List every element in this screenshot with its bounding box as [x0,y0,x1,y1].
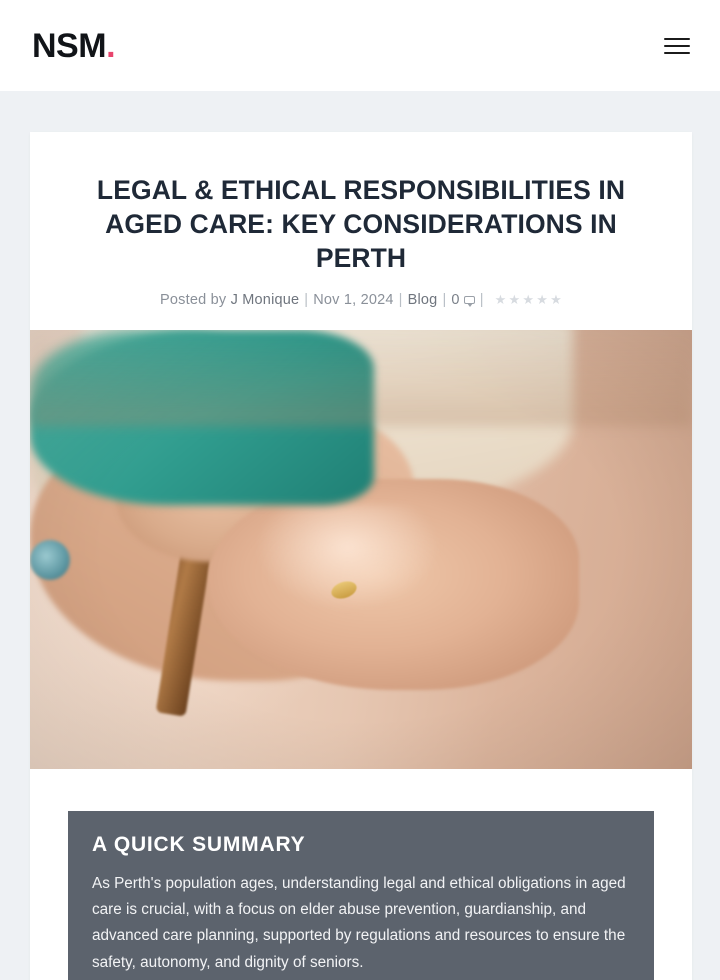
logo-accent-dot: . [106,26,116,65]
comment-bubble-icon [464,296,475,304]
star-icon: ★ [522,292,535,308]
page-title: LEGAL & ETHICAL RESPONSIBILITIES IN AGED CARE: KEY CONSIDERATIONS IN PERTH [96,175,626,273]
site-logo[interactable] [32,26,116,65]
hamburger-bar [664,52,690,54]
hamburger-menu-icon[interactable] [664,36,690,56]
meta-separator: | [479,291,484,308]
logo-text: NSM [32,26,107,65]
post-date: Nov 1, 2024 [313,291,394,308]
post-category-link[interactable]: Blog [407,291,438,308]
meta-separator: | [442,291,447,308]
rating-stars [495,293,562,306]
star-icon: ★ [550,292,562,308]
posted-by-label: Posted by [160,291,227,308]
hamburger-bar [664,45,690,47]
quick-summary-box [68,811,654,980]
image-vignette-layer [30,330,692,769]
post-author-link[interactable]: J Monique [230,291,300,308]
star-icon: ★ [536,292,549,308]
featured-image [30,330,692,769]
quick-summary-heading: A QUICK SUMMARY [92,832,306,856]
article-body [30,769,692,980]
site-header [0,0,720,91]
meta-separator: | [304,291,309,308]
comment-count-value: 0 [451,291,460,308]
star-icon: ★ [494,292,507,308]
comment-count[interactable] [451,292,474,308]
article-header [30,132,692,330]
quick-summary-text: As Perth's population ages, understanding legal and ethical obligations in aged care is crucial, with a focus on elder abuse prevention, guardianship, and advanced care planning, supported by regulations and resources to ensure the safety, autonomy, and dignity of seniors. [92,874,626,971]
star-icon: ★ [508,292,521,308]
hamburger-bar [664,38,690,40]
meta-separator: | [398,291,403,308]
post-meta [68,292,654,308]
article-card [30,132,692,980]
